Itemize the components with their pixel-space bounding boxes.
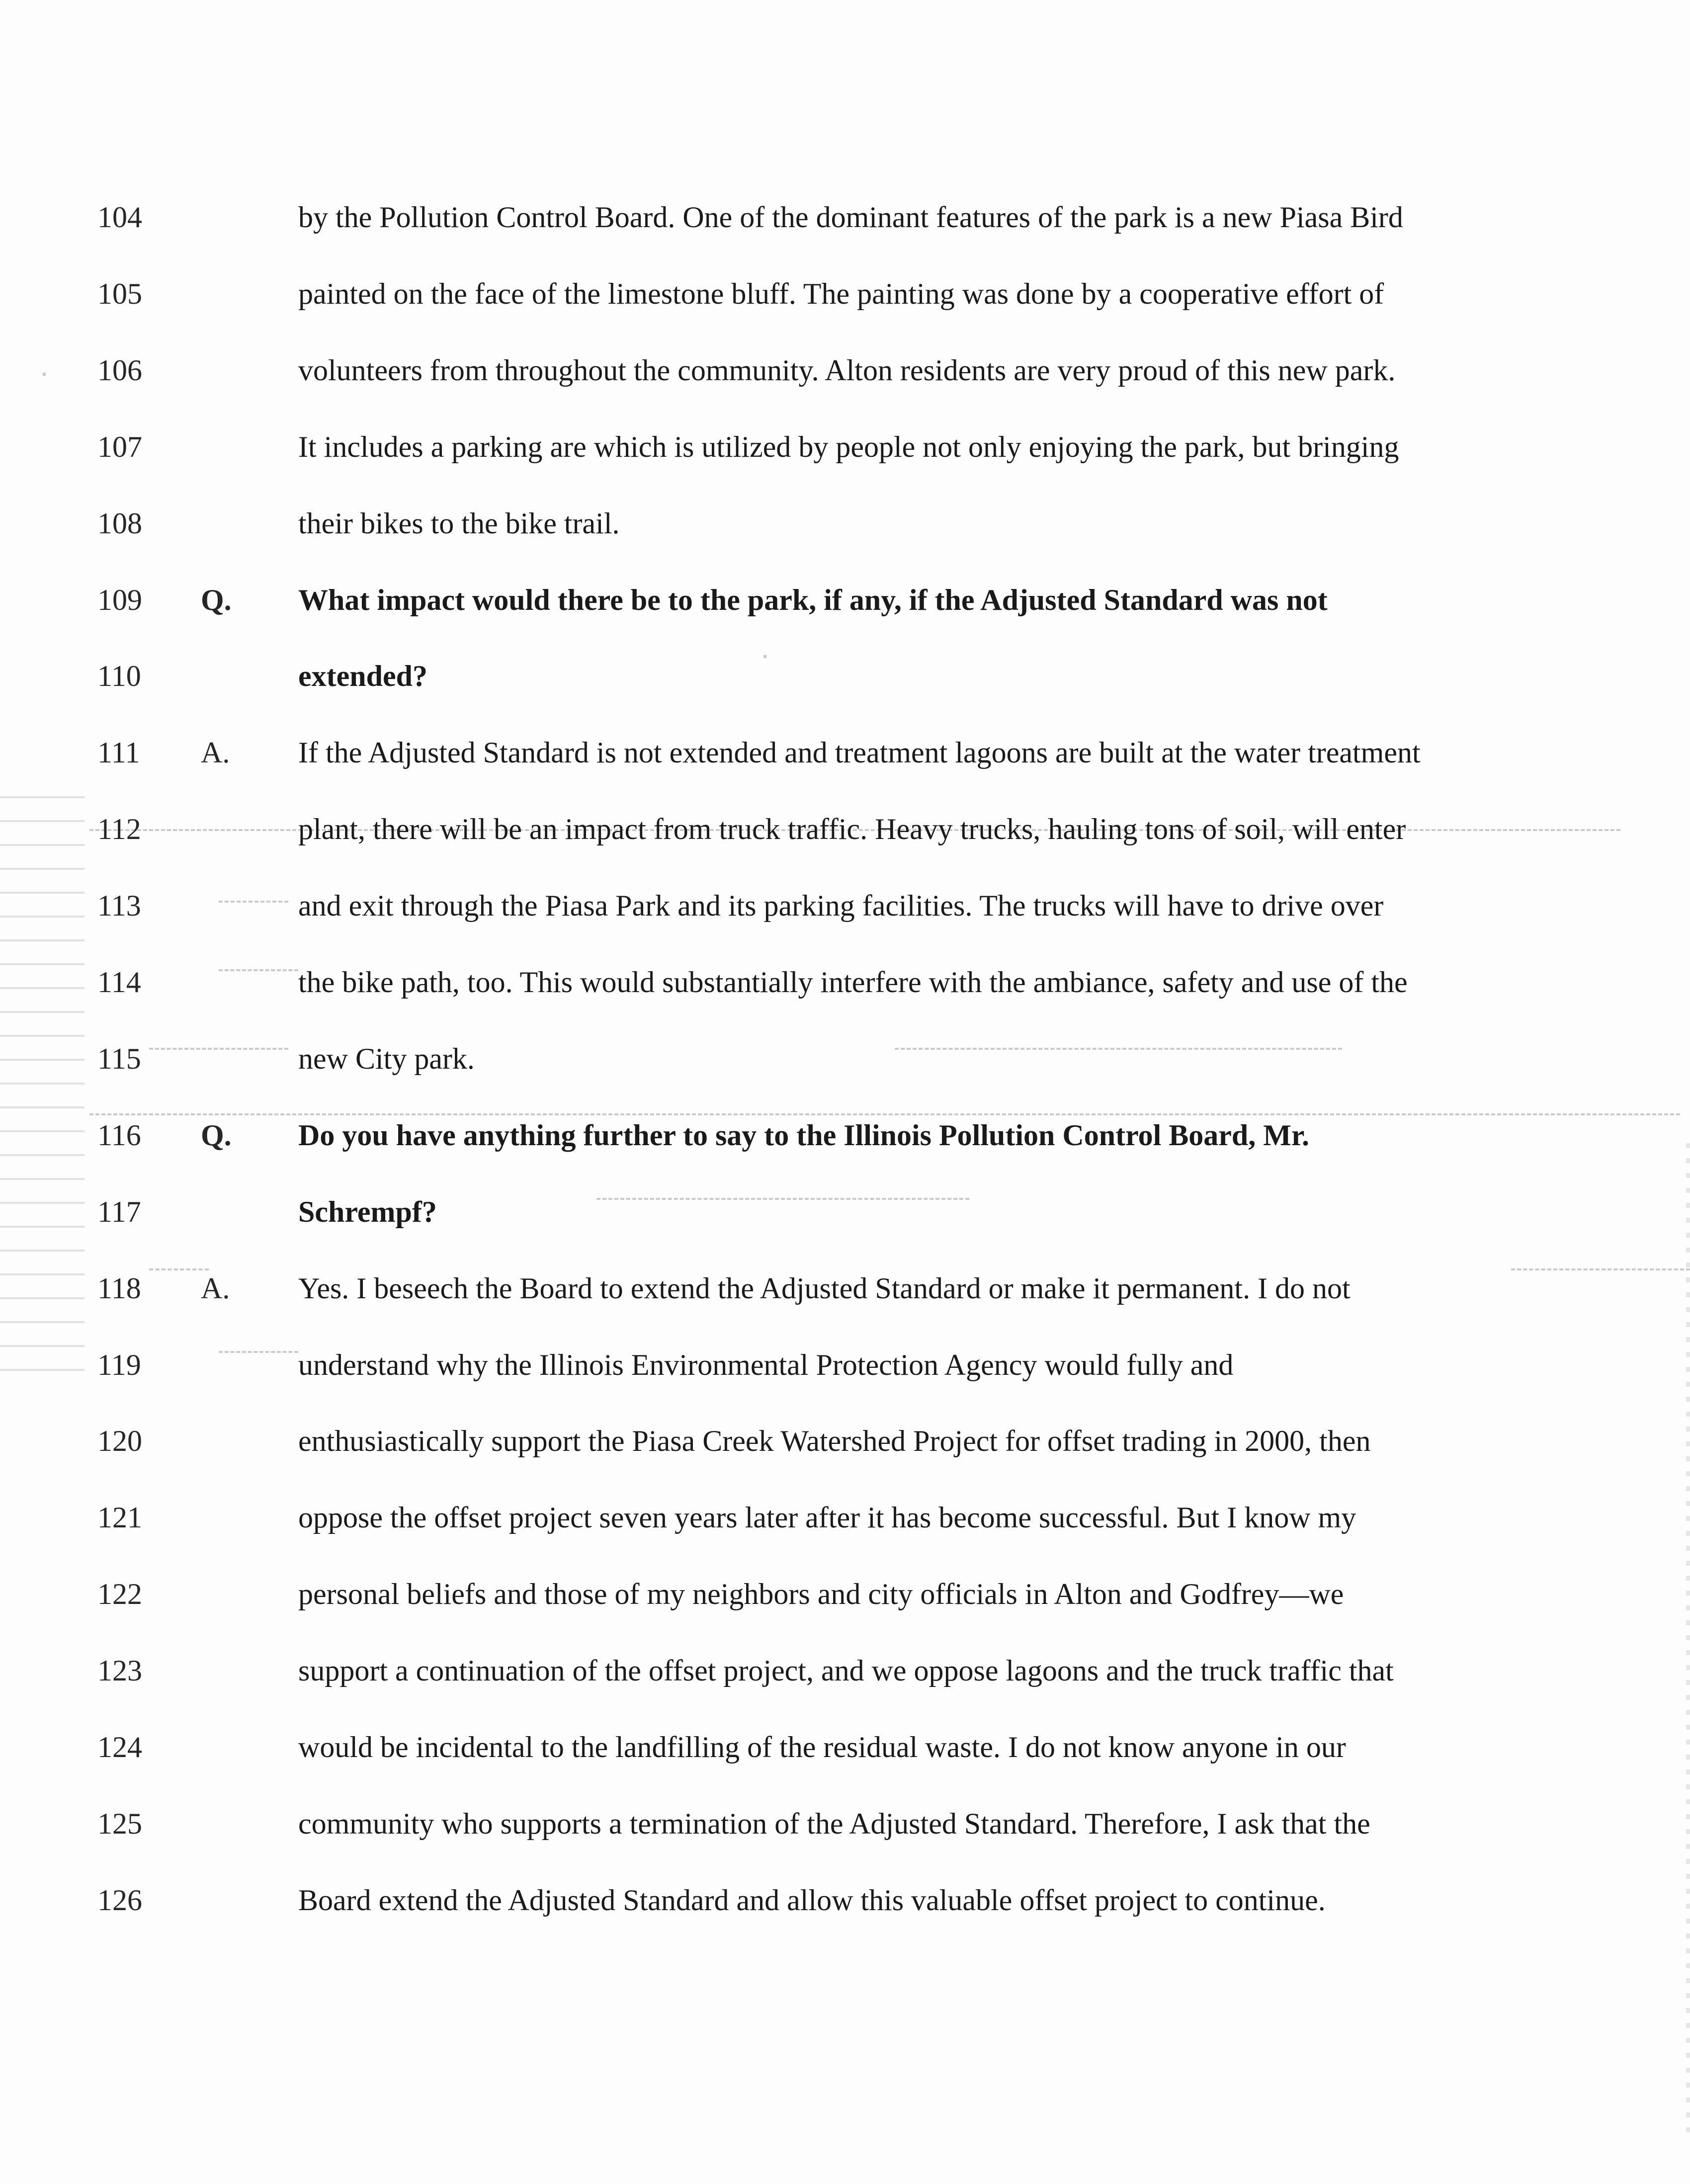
transcript-line [0, 1641, 1690, 1700]
line-text: enthusiastically support the Piasa Creek Watershed Project for offset trading in 2000, then [298, 1425, 1371, 1457]
speaker-label: A. [201, 736, 230, 769]
line-text: their bikes to the bike trail. [298, 507, 620, 540]
line-number: 111 [97, 736, 140, 769]
line-number: 110 [97, 660, 141, 692]
transcript-line [0, 1794, 1690, 1853]
line-number: 118 [97, 1272, 141, 1305]
speaker-label: A. [201, 1272, 230, 1305]
transcript-line [0, 1105, 1690, 1165]
transcript-line [0, 340, 1690, 400]
line-text: If the Adjusted Standard is not extended and treatment lagoons are built at the water treatment [298, 736, 1421, 769]
line-text: understand why the Illinois Environmental Protection Agency would fully and [298, 1348, 1234, 1381]
line-number: 104 [97, 201, 142, 234]
line-text: Board extend the Adjusted Standard and allow this valuable offset project to continue. [298, 1884, 1326, 1917]
transcript-line [0, 952, 1690, 1012]
transcript-line [0, 494, 1690, 553]
line-number: 105 [97, 277, 142, 310]
transcript-line [0, 723, 1690, 782]
line-text: the bike path, too. This would substantially interfere with the ambiance, safety and use of the [298, 966, 1408, 999]
line-text: would be incidental to the landfilling of the residual waste. I do not know anyone in our [298, 1731, 1346, 1764]
line-number: 124 [97, 1731, 142, 1764]
line-number: 117 [97, 1195, 141, 1228]
line-text: plant, there will be an impact from truck traffic. Heavy trucks, hauling tons of soil, will enter [298, 813, 1406, 845]
line-number: 113 [97, 889, 141, 922]
line-text: and exit through the Piasa Park and its parking facilities. The trucks will have to drive over [298, 889, 1384, 922]
transcript-line [0, 1411, 1690, 1471]
transcript-line [0, 1564, 1690, 1624]
line-number: 112 [97, 813, 141, 845]
line-number: 125 [97, 1807, 142, 1840]
line-text: Yes. I beseech the Board to extend the Adjusted Standard or make it permanent. I do not [298, 1272, 1351, 1305]
speaker-label: Q. [201, 1119, 232, 1152]
line-text: It includes a parking are which is utilized by people not only enjoying the park, but bringing [298, 430, 1399, 463]
line-text: new City park. [298, 1042, 475, 1075]
transcript-line [0, 876, 1690, 935]
line-number: 109 [97, 584, 142, 616]
line-number: 119 [97, 1348, 141, 1381]
transcript-line [0, 799, 1690, 859]
transcript-line [0, 570, 1690, 630]
question-text: extended? [298, 660, 427, 692]
line-text: personal beliefs and those of my neighbors and city officials in Alton and Godfrey—we [298, 1578, 1344, 1610]
line-number: 120 [97, 1425, 142, 1457]
question-text: Schrempf? [298, 1195, 437, 1228]
line-text: support a continuation of the offset project, and we oppose lagoons and the truck traffic that [298, 1654, 1394, 1687]
line-number: 106 [97, 354, 142, 387]
speaker-label: Q. [201, 584, 232, 616]
line-text: volunteers from throughout the community. Alton residents are very proud of this new park. [298, 354, 1396, 387]
transcript-line [0, 1870, 1690, 1930]
line-text: community who supports a termination of the Adjusted Standard. Therefore, I ask that the [298, 1807, 1370, 1840]
line-text: oppose the offset project seven years later after it has become successful. But I know my [298, 1501, 1356, 1534]
line-number: 126 [97, 1884, 142, 1917]
transcript-line [0, 646, 1690, 706]
transcript-line [0, 417, 1690, 477]
transcript-line [0, 1488, 1690, 1547]
transcript-line [0, 1335, 1690, 1395]
line-number: 114 [97, 966, 141, 999]
transcript-line [0, 1259, 1690, 1318]
line-number: 123 [97, 1654, 142, 1687]
transcript-line [0, 264, 1690, 324]
transcript-line [0, 1182, 1690, 1242]
transcript-line [0, 187, 1690, 247]
line-number: 108 [97, 507, 142, 540]
line-number: 107 [97, 430, 142, 463]
question-text: Do you have anything further to say to the Illinois Pollution Control Board, Mr. [298, 1119, 1310, 1152]
line-text: painted on the face of the limestone bluff. The painting was done by a cooperative effort of [298, 277, 1384, 310]
line-text: by the Pollution Control Board. One of the dominant features of the park is a new Piasa Bird [298, 201, 1403, 234]
line-number: 121 [97, 1501, 142, 1534]
line-number: 122 [97, 1578, 142, 1610]
transcript-line [0, 1029, 1690, 1089]
transcript-line [0, 1717, 1690, 1777]
line-number: 115 [97, 1042, 141, 1075]
line-number: 116 [97, 1119, 141, 1152]
question-text: What impact would there be to the park, if any, if the Adjusted Standard was not [298, 584, 1328, 616]
